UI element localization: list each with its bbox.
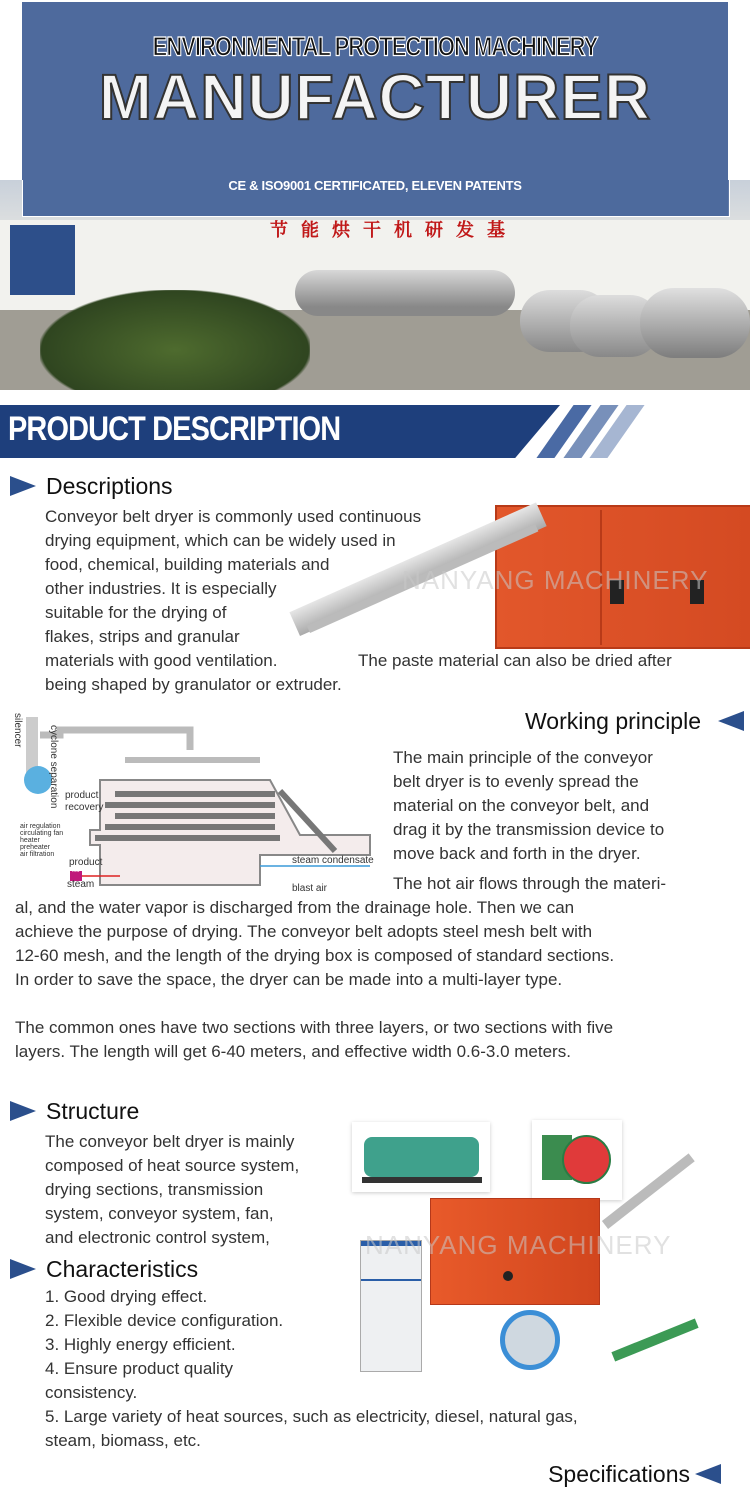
text-line: other industries. It is especially (45, 579, 277, 598)
text-line: consistency. (45, 1383, 138, 1402)
text-line: material on the conveyor belt, and (393, 796, 650, 815)
text-line: In order to save the space, the dryer can be made into a multi-layer type. (15, 970, 563, 989)
text-line: being shaped by granulator or extruder. (45, 675, 342, 694)
text-line: system, conveyor system, fan, (45, 1204, 274, 1223)
banner-line1: ENVIRONMENTAL PROTECTION MACHINERY (152, 31, 598, 62)
text-line: steam, biomass, etc. (45, 1431, 201, 1450)
text-line: The conveyor belt dryer is mainly (45, 1132, 295, 1151)
label-product-recovery: product (65, 790, 99, 801)
working-principle-diagram (0, 705, 390, 895)
arrow-left-icon (695, 1464, 721, 1484)
text-line: al, and the water vapor is discharged from the drainage hole. Then we can (15, 898, 575, 917)
text-line: 3. Highly energy efficient. (45, 1335, 236, 1354)
section-title: PRODUCT DESCRIPTION (8, 410, 341, 448)
diagram-legend (20, 823, 63, 858)
text-line: 4. Ensure product quality (45, 1359, 234, 1378)
label-ms: MS (72, 868, 80, 874)
factory-sign: 节 能 烘 干 机 研 发 基 (270, 220, 510, 240)
text-line: and electronic control system, (45, 1228, 270, 1247)
banner-title: MANUFACTURER (98, 61, 652, 133)
legend-item: heater (20, 837, 40, 844)
legend-item: preheater (20, 844, 50, 851)
label-blast-air: blast air (292, 883, 328, 894)
text-line: suitable for the drying of (45, 603, 227, 622)
legend-item: air filtration (20, 851, 55, 858)
characteristics-heading: Characteristics (46, 1256, 199, 1282)
structure-heading: Structure (46, 1098, 140, 1124)
text-line: layers. The length will get 6-40 meters, and effective width 0.6-3.0 meters. (15, 1042, 571, 1061)
text-line: The common ones have two sections with three layers, or two sections with five (15, 1018, 614, 1037)
text-line: belt dryer is to evenly spread the (393, 772, 639, 791)
text-line: 1. Good drying effect. (45, 1287, 208, 1306)
descriptions-heading: Descriptions (46, 473, 173, 499)
text-line: The main principle of the conveyor (393, 748, 653, 767)
arrow-left-icon (718, 711, 744, 731)
text-line: food, chemical, building materials and (45, 555, 330, 574)
label-silencer: silencer (12, 713, 23, 748)
watermark: NANYANG MACHINERY (402, 565, 709, 595)
text-line: achieve the purpose of drying. The conveyor belt adopts steel mesh belt with (15, 922, 593, 941)
legend-item: circulating fan (20, 830, 64, 837)
text-line: Conveyor belt dryer is commonly used continuous (45, 507, 422, 526)
text-line: materials with good ventilation. (45, 651, 278, 670)
label-product: product (69, 857, 103, 868)
axial-fan-image (500, 1310, 560, 1370)
centrifugal-fan-image (532, 1120, 622, 1200)
text-line: move back and forth in the dryer. (393, 844, 641, 863)
label-steam: steam (67, 879, 95, 890)
arrow-right-icon (10, 1259, 36, 1279)
text-line: The hot air flows through the materi- (393, 874, 667, 893)
text-line: 2. Flexible device configuration. (45, 1311, 284, 1330)
label-cyclone: cyclone separation (48, 725, 59, 809)
belt-conveyor-image (611, 1319, 698, 1362)
text-line: drying sections, transmission (45, 1180, 264, 1199)
gear-reducer-image (352, 1122, 490, 1192)
text-line: 12-60 mesh, and the length of the drying box is composed of standard sections. (15, 946, 615, 965)
text-line: 5. Large variety of heat sources, such as electricity, diesel, natural gas, (45, 1407, 578, 1426)
text-line: flakes, strips and granular (45, 627, 240, 646)
legend-item: air regulation (20, 823, 61, 830)
text-line: The paste material can also be dried after (358, 651, 672, 670)
label-steam-condensate: steam condensate (292, 855, 374, 866)
label-product-recovery: recovery (65, 802, 104, 813)
text-line: drying equipment, which can be widely used in (45, 531, 396, 550)
arrow-right-icon (10, 476, 36, 496)
text-line: composed of heat source system, (45, 1156, 300, 1175)
specifications-heading: Specifications (548, 1461, 690, 1487)
arrow-right-icon (10, 1101, 36, 1121)
working-principle-heading: Working principle (525, 708, 701, 734)
banner-certification: CE & ISO9001 CERTIFICATED, ELEVEN PATENTS (228, 178, 522, 193)
watermark: NANYANG MACHINERY (365, 1230, 672, 1260)
text-line: drag it by the transmission device to (393, 820, 665, 839)
